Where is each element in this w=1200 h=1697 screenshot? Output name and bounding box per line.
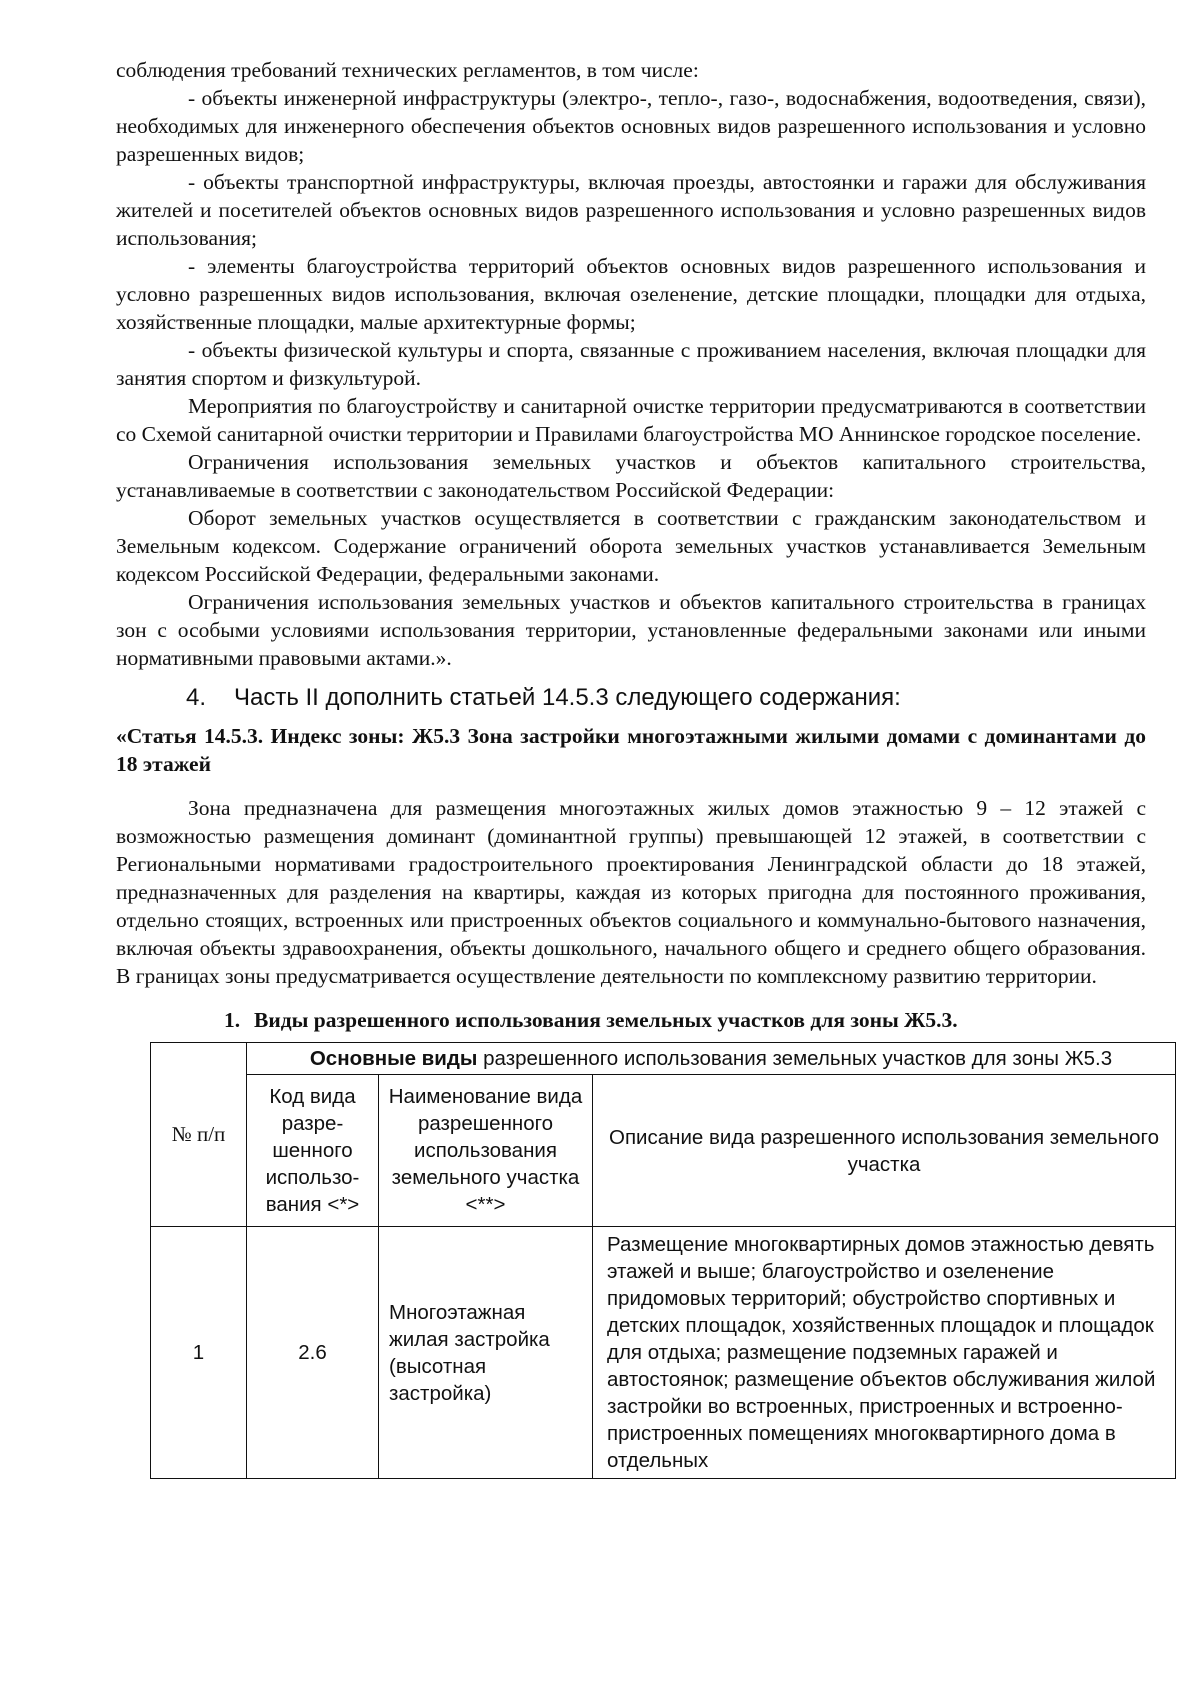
section-heading — [116, 682, 1146, 714]
subsection-heading — [116, 1006, 1146, 1034]
row-num: 1 — [151, 1227, 247, 1479]
paragraph: Ограничения использования земельных участков и объектов капитального строительства, устанавливаемые в соответствии с законодательством Российской Федерации: — [116, 450, 1146, 502]
paragraph: соблюдения требований технических регламентов, в том числе: — [116, 58, 699, 82]
header-main-bold: Основные виды — [309, 1047, 478, 1070]
header-num: № п/п — [151, 1043, 247, 1227]
row-desc: Размещение многоквартирных домов этажностью девять этажей и выше; благоустройство и озеленение придомовых территорий; обустройство спортивных и детских площадок, хозяйственных площадок и площадок для отдыха; размещение подземных гаражей и автостоянок; размещение объектов обслуживания жилой застройки во встроенных, пристроенных и встроенно-пристроенных помещениях многоквартирного дома в отдельных — [593, 1227, 1176, 1479]
header-desc: Описание вида разрешенного использования земельного участка — [593, 1075, 1176, 1227]
zone-description: Зона предназначена для размещения многоэтажных жилых домов этажностью 9 – 12 этажей с возможностью размещения доминант (доминантной группы) превышающей 12 этажей, в соответствии с Региональными нормативами градостроительного проектирования Ленинградской области до 18 этажей, предназначенных для разделения на квартиры, каждая из которых пригодна для постоянного проживания, отдельно стоящих, встроенных или пристроенных объектов социального и коммунально-бытового назначения, включая объекты здравоохранения, объекты дошкольного, начального общего и среднего общего образования. В границах зоны предусматривается осуществление деятельности по комплексному развитию территории. — [116, 796, 1146, 988]
paragraph: - объекты физической культуры и спорта, связанные с проживанием населения, включая площадки для занятия спортом и физкультурой. — [116, 338, 1146, 390]
paragraph: - элементы благоустройства территорий объектов основных видов разрешенного использования и условно разрешенных видов использования, включая озеленение, детские площадки, площадки для отдыха, хозяйственные площадки, малые архитектурные формы; — [116, 254, 1146, 334]
paragraph: - объекты инженерной инфраструктуры (электро-, тепло-, газо-, водоснабжения, водоотведения, связи), необходимых для инженерного обеспечения объектов основных видов разрешенного использования и условно разрешенных видов; — [116, 86, 1146, 166]
permitted-use-table — [150, 1042, 1176, 1479]
subsection-number: 1. — [224, 1008, 241, 1032]
article-title: «Статья 14.5.3. Индекс зоны: Ж5.3 Зона застройки многоэтажными жилыми домами с доминантами до 18 этажей — [116, 724, 1146, 776]
row-name: Многоэтажная жилая застройка (высотная застройка) — [379, 1227, 593, 1479]
paragraph: Ограничения использования земельных участков и объектов капитального строительства в границах зон с особыми условиями использования территории, установленные федеральными законами или иными нормативными правовыми актами.». — [116, 590, 1146, 670]
section-number: 4. — [186, 684, 207, 711]
section-text: Часть II дополнить статьей 14.5.3 следующего содержания: — [234, 684, 901, 711]
subsection-text: Виды разрешенного использования земельных участков для зоны Ж5.3. — [254, 1008, 958, 1032]
row-code: 2.6 — [247, 1227, 379, 1479]
paragraph: Оборот земельных участков осуществляется в соответствии с гражданским законодательством и Земельным кодексом. Содержание ограничений оборота земельных участков устанавливается Земельным кодексом Российской Федерации, федеральными законами. — [116, 506, 1146, 586]
paragraph: Мероприятия по благоустройству и санитарной очистке территории предусматриваются в соответствии со Схемой санитарной очистки территории и Правилами благоустройства МО Аннинское городское поселение. — [116, 394, 1146, 446]
header-code: Код вида разре-шенного использо-вания <*> — [247, 1075, 379, 1227]
header-main-rest: разрешенного использования земельных участков для зоны Ж5.3 — [477, 1047, 1113, 1070]
header-main — [247, 1043, 1176, 1075]
paragraph: - объекты транспортной инфраструктуры, включая проезды, автостоянки и гаражи для обслуживания жителей и посетителей объектов основных видов разрешенного использования и условно разрешенных видов использования; — [116, 170, 1146, 250]
table-row — [151, 1227, 1176, 1479]
document-page — [116, 56, 1159, 1479]
header-name: Наименование вида разрешенного использования земельного участка <**> — [379, 1075, 593, 1227]
